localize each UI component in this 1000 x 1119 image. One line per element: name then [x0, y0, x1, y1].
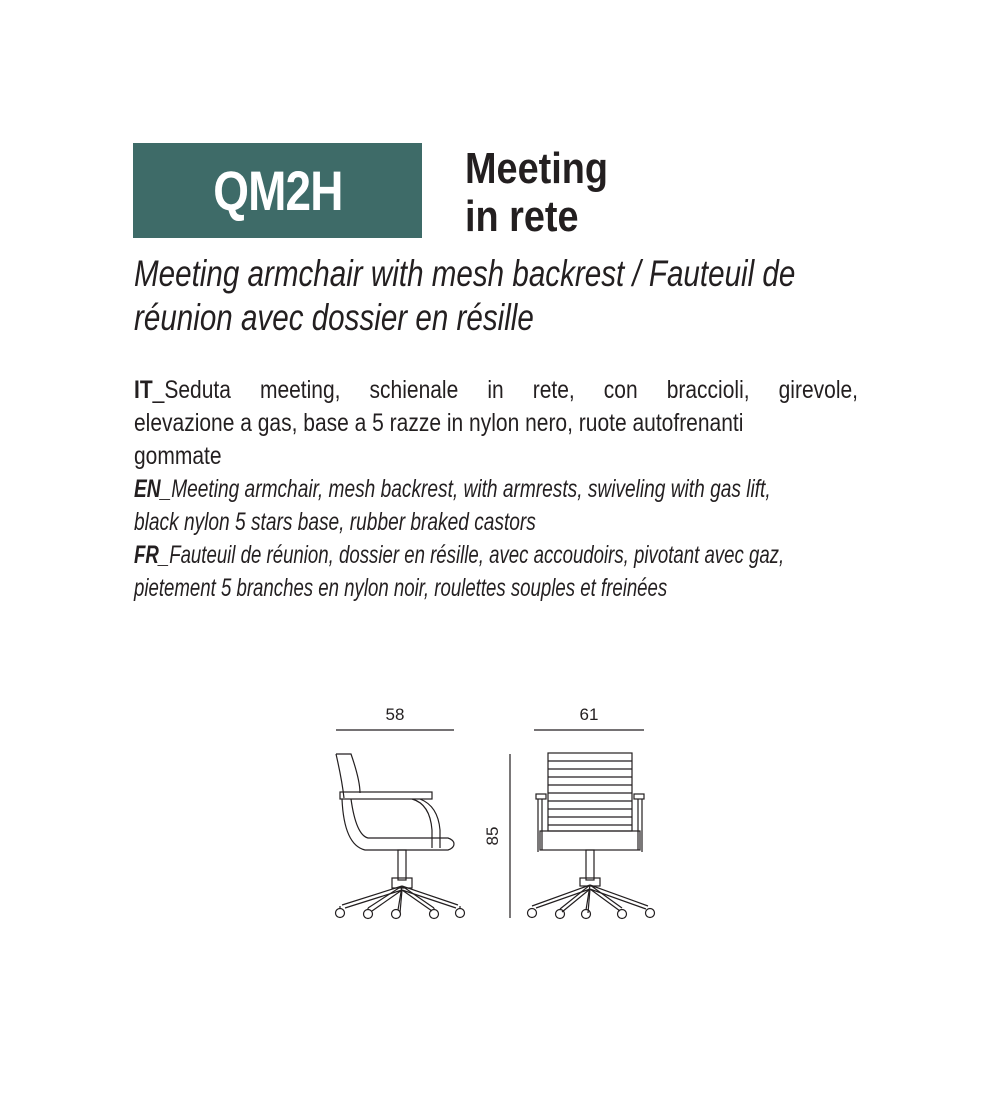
description-it-word: con	[603, 376, 638, 404]
chair-side-view	[336, 754, 465, 919]
description-it-line3: gommate	[134, 442, 222, 470]
description-en-prefix: EN	[134, 475, 161, 503]
description-it-prefix: IT	[134, 376, 153, 404]
description-it-word: rete,	[532, 376, 575, 404]
product-title-line1: Meeting	[465, 144, 608, 193]
description-en-line2: black nylon 5 stars base, rubber braked castors	[134, 508, 536, 536]
product-code-badge	[133, 143, 422, 238]
description-it-word: braccioli,	[666, 376, 750, 404]
product-title	[465, 145, 765, 241]
depth-dimension-label: 58	[385, 705, 405, 724]
product-description	[134, 374, 858, 605]
chair-front-view	[528, 753, 655, 919]
chair-technical-drawing	[320, 700, 680, 940]
description-it-word: in	[487, 376, 504, 404]
description-fr-line2: pietement 5 branches en nylon noir, roulettes souples et freinées	[134, 574, 668, 602]
product-code: QM2H	[212, 159, 343, 222]
description-en-line1	[134, 473, 771, 506]
description-it-line1-words	[134, 374, 858, 407]
description-fr-line1	[134, 539, 785, 572]
description-en-text1: _Meeting armchair, mesh backrest, with armrests, swiveling with gas lift,	[160, 475, 771, 503]
product-subtitle-line2: réunion avec dossier en résille	[134, 297, 534, 338]
description-it-word: schienale	[369, 376, 459, 404]
description-it-word: IT_Seduta	[134, 376, 231, 404]
description-it-line2: elevazione a gas, base a 5 razze in nylon nero, ruote autofrenanti	[134, 409, 744, 437]
product-title-line2: in rete	[465, 192, 579, 241]
height-dimension-label: 85	[483, 826, 502, 846]
width-dimension-label: 61	[579, 705, 599, 724]
description-it-line1	[134, 374, 859, 407]
product-subtitle	[134, 252, 858, 340]
description-fr-text1: _Fauteuil de réunion, dossier en résille, avec accoudoirs, pivotant avec gaz,	[158, 541, 785, 569]
description-it-word: girevole,	[778, 376, 859, 404]
description-it-word: meeting,	[259, 376, 341, 404]
description-fr-prefix: FR	[134, 541, 159, 569]
product-subtitle-line1: Meeting armchair with mesh backrest / Fauteuil de	[134, 253, 796, 294]
